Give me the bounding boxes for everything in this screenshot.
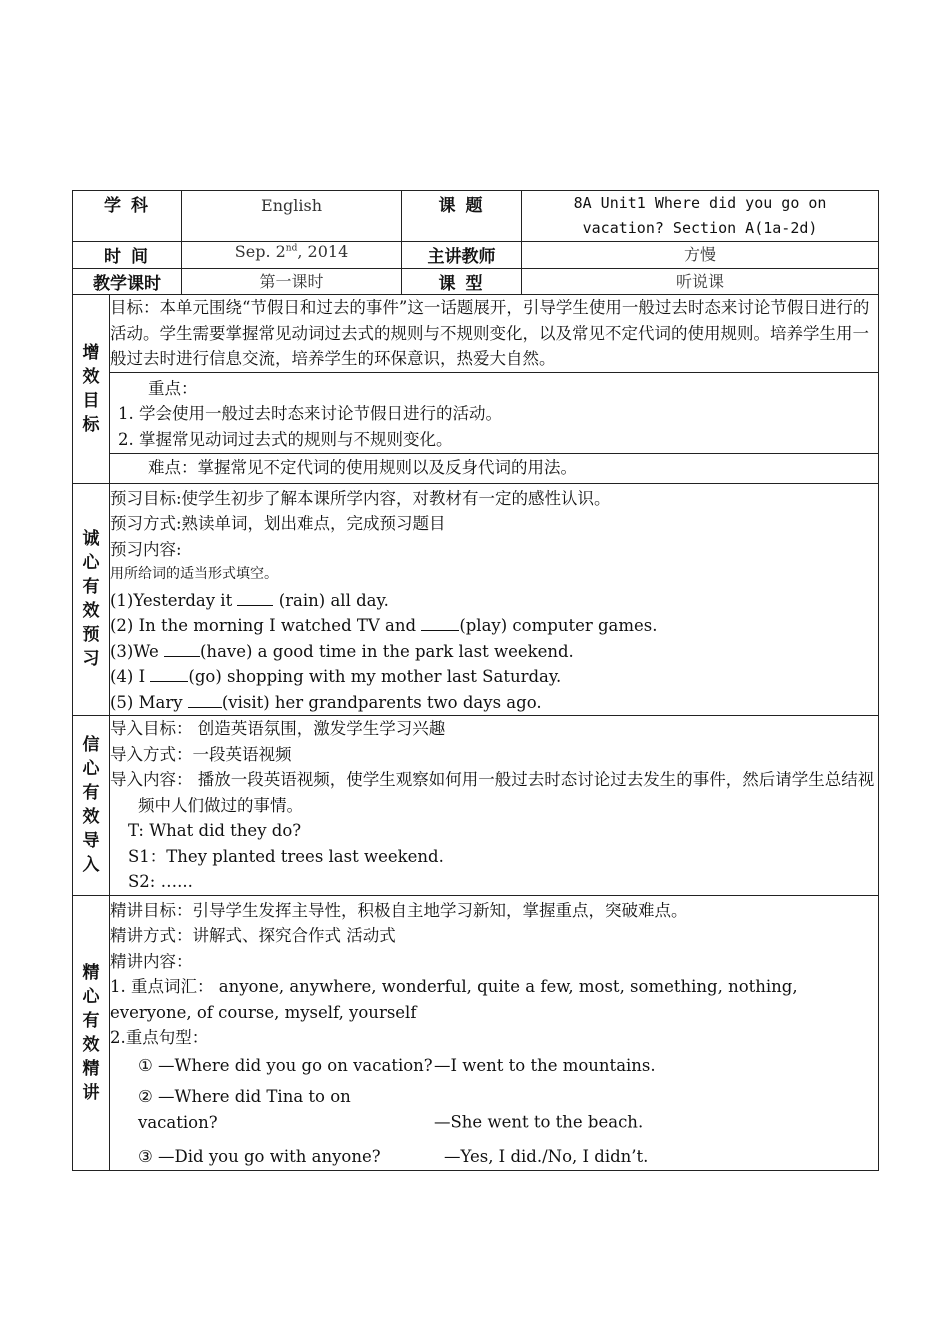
preview-side-char: 习 xyxy=(82,649,100,670)
q4-prefix: (4) I xyxy=(110,667,151,686)
intro-method: 导入方式：一段英语视频 xyxy=(110,744,292,764)
sentence-3-question: ③ —Did you go with anyone? xyxy=(138,1147,381,1166)
subject-label: 学 科 xyxy=(73,191,182,242)
lecture-content-title: 精讲内容： xyxy=(110,951,193,971)
q3-prefix: (3)We xyxy=(110,641,164,661)
preview-question-1 xyxy=(110,588,878,614)
type-label: 课 型 xyxy=(402,269,522,295)
preview-question-2 xyxy=(110,613,878,639)
header-row-time xyxy=(73,242,879,269)
topic-label: 课 题 xyxy=(402,191,522,242)
preview-content-cell xyxy=(110,483,879,716)
sentence-1-question: ① —Where did you go on vacation? xyxy=(138,1055,433,1075)
intro-content: 导入内容： 播放一段英语视频，使学生观察如何用一般过去时态讨论过去发生的事件，然后请学生总结视频中人们做过的事情。 xyxy=(110,770,875,815)
period-label: 教学课时 xyxy=(73,269,182,295)
q1-blank xyxy=(237,591,273,606)
time-value xyxy=(182,242,402,269)
preview-goal: 预习目标:使学生初步了解本课所学内容，对教材有一定的感性认识。 xyxy=(110,488,611,508)
goals-side-char: 增 xyxy=(82,342,100,363)
goals-row xyxy=(73,295,879,373)
q3-blank xyxy=(164,642,200,657)
preview-side-char: 诚 xyxy=(82,529,100,550)
preview-instruction: 用所给词的适当形式填空。 xyxy=(110,566,278,582)
topic-value xyxy=(522,191,879,242)
goals-side-char: 标 xyxy=(82,414,100,435)
intro-student2-line: S2: …... xyxy=(128,872,193,891)
period-value: 第一课时 xyxy=(182,269,402,295)
intro-side-label xyxy=(73,716,110,896)
sentence-2-question: ② —Where did Tina to on vacation? xyxy=(138,1087,351,1132)
q2-blank xyxy=(421,616,459,631)
goals-side-char: 目 xyxy=(82,390,100,411)
intro-side-char: 导 xyxy=(82,831,100,852)
q2-suffix: (play) computer games. xyxy=(459,616,658,635)
goals-text: 目标：本单元围绕“节假日和过去的事件”这一话题展开，引导学生使用一般过去时态来讨论节假日进行的活动。学生需要掌握常见动词过去式的规则与不规则变化，以及常见不定代词的使用规则。培养学生用一般过去时进行信息交流，培养学生的环保意识，热爱大自然。 xyxy=(110,298,870,368)
lecture-content-cell xyxy=(110,895,879,1170)
q4-suffix: (go) shopping with my mother last Saturday. xyxy=(188,667,562,686)
lecture-sentence-title: 2.重点句型： xyxy=(110,1028,209,1047)
intro-teacher-line: T: What did they do? xyxy=(128,821,302,840)
header-row-subject xyxy=(73,191,879,242)
sentence-2-answer: —She went to the beach. xyxy=(434,1112,644,1132)
type-value: 听说课 xyxy=(522,269,879,295)
lecture-side-char: 心 xyxy=(82,986,100,1007)
lecture-side-char: 效 xyxy=(82,1034,100,1055)
goals-text-cell xyxy=(110,295,879,373)
intro-goal: 导入目标： 创造英语氛围，激发学生学习兴趣 xyxy=(110,719,446,738)
lecture-vocab: 1. 重点词汇： anyone, anywhere, wonderful, quite a few, most, something, nothing, everyone, of course, myself, yourself xyxy=(110,977,798,1022)
q1-suffix: (rain) all day. xyxy=(273,590,389,610)
time-label: 时 间 xyxy=(73,242,182,269)
preview-question-5 xyxy=(110,690,878,716)
topic-value-line2: vacation? Section A(1a-2d) xyxy=(582,219,818,237)
lecture-side-char: 讲 xyxy=(82,1082,100,1103)
header-row-period xyxy=(73,269,879,295)
preview-method: 预习方式:熟读单词，划出难点，完成预习题目 xyxy=(110,514,446,533)
sentence-pattern-3 xyxy=(110,1144,878,1170)
teacher-label: 主讲教师 xyxy=(402,242,522,269)
teacher-value: 方慢 xyxy=(522,242,879,269)
intro-row xyxy=(73,716,879,896)
preview-side-char: 效 xyxy=(82,601,100,622)
intro-side-char: 入 xyxy=(82,855,100,876)
topic-value-line1: 8A Unit1 Where did you go on xyxy=(573,194,827,212)
q4-blank xyxy=(150,667,188,682)
lecture-goal: 精讲目标：引导学生发挥主导性，积极自主地学习新知，掌握重点，突破难点。 xyxy=(110,900,688,920)
keypoints-block xyxy=(110,373,878,455)
keypoints-title: 重点： xyxy=(148,378,198,398)
time-value-suffix: nd xyxy=(285,243,298,254)
preview-question-4 xyxy=(110,664,878,690)
preview-content-title: 预习内容: xyxy=(110,539,182,559)
q5-blank xyxy=(188,693,222,708)
lecture-method: 精讲方式：讲解式、探究合作式 活动式 xyxy=(110,926,396,945)
sentence-3-answer: —Yes, I did./No, I didn’t. xyxy=(444,1147,649,1166)
sentence-pattern-2 xyxy=(110,1084,878,1135)
intro-side-char: 心 xyxy=(82,759,100,780)
time-value-date: Sep. 2 xyxy=(234,242,286,261)
preview-side-char: 预 xyxy=(82,625,100,646)
difficulty-text: 难点：掌握常见不定代词的使用规则以及反身代词的用法。 xyxy=(148,458,577,477)
preview-row xyxy=(73,483,879,716)
q3-suffix: (have) a good time in the park last weekend. xyxy=(200,641,574,661)
q1-prefix: (1)Yesterday it xyxy=(110,590,238,610)
keypoints-row xyxy=(73,372,879,483)
intro-side-char: 效 xyxy=(82,807,100,828)
preview-side-char: 有 xyxy=(82,577,100,598)
preview-question-3 xyxy=(110,639,878,665)
keypoint-item: 2. 掌握常见动词过去式的规则与不规则变化。 xyxy=(118,429,453,449)
goals-side-label xyxy=(73,295,110,484)
sentence-1-answer: —I went to the mountains. xyxy=(434,1055,656,1075)
lesson-plan-table xyxy=(72,190,879,1171)
intro-side-char: 有 xyxy=(82,783,100,804)
difficulty-block xyxy=(110,454,878,483)
intro-student1-line: S1：They planted trees last weekend. xyxy=(128,846,444,866)
keypoints-cell xyxy=(110,372,879,483)
lecture-side-char: 有 xyxy=(82,1010,100,1031)
q5-prefix: (5) Mary xyxy=(110,692,188,712)
lecture-side-char: 精 xyxy=(82,1058,100,1079)
subject-value: English xyxy=(182,191,402,242)
keypoint-item: 1. 学会使用一般过去时态来讨论节假日进行的活动。 xyxy=(118,404,502,423)
lecture-side-char: 精 xyxy=(82,962,100,983)
preview-side-char: 心 xyxy=(82,553,100,574)
q2-prefix: (2) In the morning I watched TV and xyxy=(110,616,422,635)
lecture-row xyxy=(73,895,879,1170)
sentence-pattern-1 xyxy=(110,1053,878,1079)
preview-side-label xyxy=(73,483,110,716)
lesson-plan-page xyxy=(72,190,878,1171)
time-value-year: , 2014 xyxy=(297,242,349,261)
lecture-side-label xyxy=(73,895,110,1170)
intro-content-cell xyxy=(110,716,879,896)
intro-side-char: 信 xyxy=(82,735,100,756)
q5-suffix: (visit) her grandparents two days ago. xyxy=(221,692,542,712)
goals-side-char: 效 xyxy=(82,366,100,387)
